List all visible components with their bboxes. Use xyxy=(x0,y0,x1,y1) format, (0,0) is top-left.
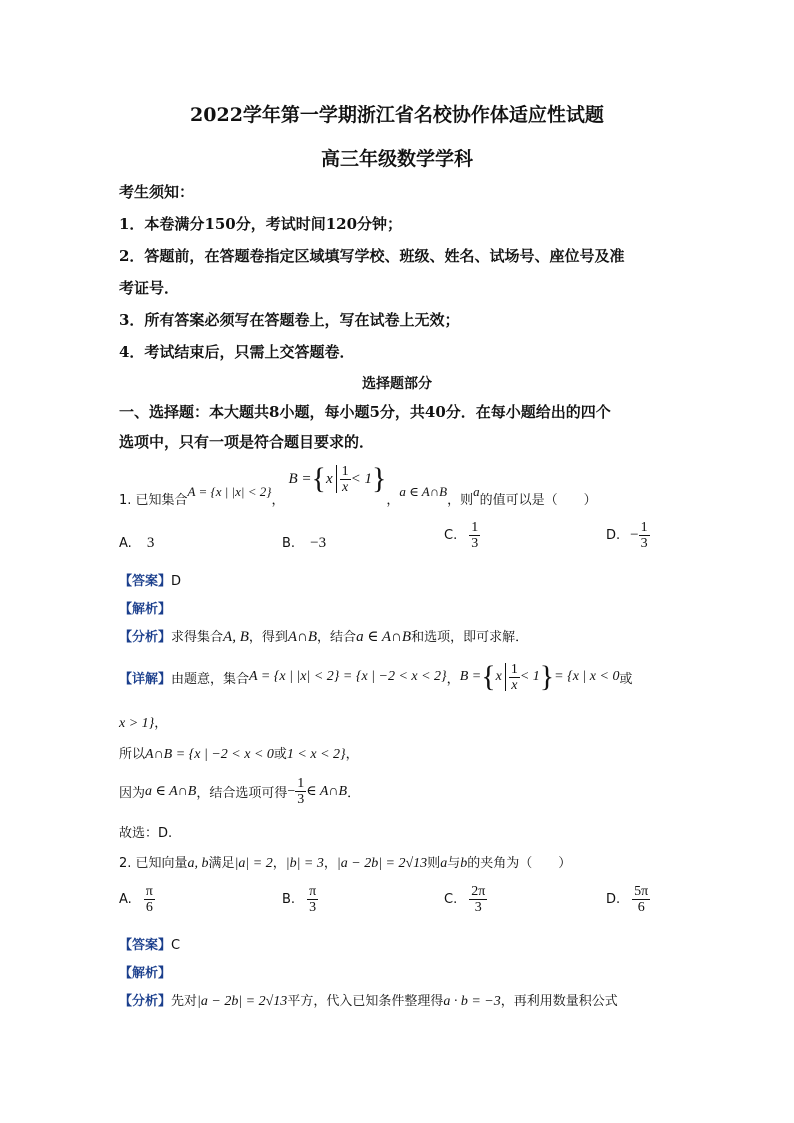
q2-option-c xyxy=(444,884,487,915)
because-text-a: 因为 xyxy=(119,786,146,801)
xiangjie-math-1: A = {x | |x| < 2} = {x | −2 < x < 2} xyxy=(249,669,447,684)
fraction-denominator: 3 xyxy=(471,536,479,551)
q2-mid-2: 则 xyxy=(427,856,441,871)
notice-item-2-cont: 考证号． xyxy=(119,279,180,297)
q2-fenxi xyxy=(119,990,618,1010)
fenxi-math-2: a · b = −3 xyxy=(443,994,501,1009)
q1-xiangjie-cont xyxy=(119,712,167,732)
fraction-numerator: 1 xyxy=(510,661,518,677)
fraction-denominator: 6 xyxy=(145,900,153,915)
fenxi-text-a: 求得集合 xyxy=(171,630,224,645)
q1-option-a xyxy=(119,532,154,552)
fraction-denominator: 3 xyxy=(297,792,305,807)
divider-bar xyxy=(336,465,337,493)
fraction-numerator: 2π xyxy=(471,884,486,899)
option-label: D. xyxy=(606,892,621,907)
fenxi-text-b: 平方，代入已知条件整理得 xyxy=(287,994,444,1009)
option-label: B. xyxy=(282,536,296,551)
xiangjie-tag: 【详解】 xyxy=(119,671,172,687)
section-instruction-2: 选项中，只有一项是符合题目要求的． xyxy=(119,433,375,451)
option-fraction xyxy=(469,884,487,915)
xiangjie-set-b-lhs: B = xyxy=(459,669,482,684)
answer-value: C xyxy=(171,938,181,953)
xiangjie-relation: < 1 xyxy=(519,669,540,684)
fraction-numerator: 1 xyxy=(471,520,479,535)
right-brace-icon: } xyxy=(539,660,555,693)
q1-analysis-tag: 【解析】 xyxy=(119,602,172,617)
because-math-1: a ∈ A∩B xyxy=(145,784,197,799)
q2-option-d xyxy=(606,884,650,915)
fenxi-math-1: |a − 2b| = 2√13 xyxy=(197,994,288,1009)
q1-comma-1: ， xyxy=(271,493,285,508)
because-end: ． xyxy=(347,786,361,801)
fenxi-text-c: ，结合 xyxy=(317,630,357,645)
q2-vectors: a, b xyxy=(187,856,209,871)
q2-cond-1: |a| = 2 xyxy=(234,856,273,871)
q1-set-b-lhs: B = xyxy=(288,470,312,487)
fraction-numerator: 1 xyxy=(297,776,305,791)
q1-set-b-fraction xyxy=(340,464,351,495)
q1-suffix-a: ，则 xyxy=(447,493,474,508)
because-math-2: ∈ A∩B xyxy=(306,784,348,799)
q2-sep-2: ， xyxy=(323,856,337,871)
fraction-denominator: x xyxy=(342,479,349,495)
q1-set-a: A = {x | |x| < 2} xyxy=(187,484,272,499)
option-label: B. xyxy=(282,892,296,907)
xiangjie-text-a: 由题意，集合 xyxy=(171,671,250,687)
option-label: C. xyxy=(444,528,458,543)
fenxi-tag: 【分析】 xyxy=(119,994,172,1009)
because-text-b: ，结合选项可得 xyxy=(196,786,288,801)
option-value: 3 xyxy=(146,535,155,551)
fraction-numerator: 1 xyxy=(640,520,648,535)
notice-heading: 考生须知： xyxy=(119,183,195,201)
q1-because-line xyxy=(119,776,360,807)
fraction-denominator: x xyxy=(511,677,518,693)
q2-cond-2: |b| = 3 xyxy=(285,856,324,871)
q2-vec-b: b xyxy=(460,856,468,871)
option-fraction xyxy=(469,520,480,551)
q2-option-b xyxy=(282,884,318,915)
fraction-denominator: 3 xyxy=(640,536,648,551)
fenxi-text-a: 先对 xyxy=(171,994,198,1009)
option-fraction xyxy=(632,884,650,915)
because-fraction xyxy=(295,776,306,807)
notice-item-1: 1．本卷满分150分，考试时间120分钟； xyxy=(119,215,403,233)
q1-set-b-var: x xyxy=(325,470,333,487)
q1-var-a: a xyxy=(473,484,480,499)
fenxi-math-1: A, B xyxy=(223,629,249,645)
fraction-numerator: 5π xyxy=(634,884,649,899)
fraction-numerator: 1 xyxy=(341,463,349,479)
option-label: D. xyxy=(606,528,621,543)
answer-tag: 【答案】 xyxy=(119,938,172,953)
q2-suffix: 的夹角为（ ） xyxy=(467,856,572,871)
q1-set-b xyxy=(288,462,386,496)
xiangjie-text-b: ， xyxy=(446,671,460,687)
fenxi-math-2: A∩B xyxy=(287,629,318,645)
xiangjie-set-b-var: x xyxy=(495,669,502,684)
q1-choose: 故选：D. xyxy=(119,826,173,841)
fenxi-text-c: ，再利用数量积公式 xyxy=(500,994,618,1009)
q2-cond-3: |a − 2b| = 2√13 xyxy=(336,856,428,871)
fenxi-text-d: 和选项，即可求解． xyxy=(411,630,529,645)
option-fraction xyxy=(307,884,318,915)
q1-answer xyxy=(119,570,181,589)
xiangjie-fraction xyxy=(509,662,520,693)
section-title: 选择题部分 xyxy=(362,376,432,392)
q1-option-b xyxy=(282,532,326,552)
q1-condition: a ∈ A∩B xyxy=(399,484,448,499)
q1-comma-2: ， xyxy=(386,493,400,508)
q2-option-a xyxy=(119,884,155,915)
question-1-stem xyxy=(119,462,597,510)
xiangjie-cont-end: ， xyxy=(154,716,168,731)
xiangjie-rhs: = {x | x < 0 xyxy=(554,669,620,684)
fraction-denominator: 3 xyxy=(474,900,482,915)
q1-xiangjie xyxy=(119,660,632,694)
answer-tag: 【答案】 xyxy=(119,574,172,589)
fenxi-tag: 【分析】 xyxy=(119,630,172,645)
exam-title: 2022学年第一学期浙江省名校协作体适应性试题 xyxy=(190,104,604,126)
option-label: A. xyxy=(119,892,132,907)
so-or: 或 xyxy=(273,747,287,762)
q2-sep-1: ， xyxy=(272,856,286,871)
left-brace-icon: { xyxy=(311,462,326,495)
section-instruction-1: 一、选择题：本大题共8小题，每小题5分，共40分．在每小题给出的四个 xyxy=(119,403,611,421)
q1-set-b-relation: < 1 xyxy=(350,470,372,487)
q2-answer xyxy=(119,934,180,953)
so-math-1: A∩B = {x | −2 < x < 0 xyxy=(145,747,274,762)
xiangjie-cont-math: x > 1} xyxy=(119,716,155,731)
so-text: 所以 xyxy=(119,747,146,762)
option-label: A. xyxy=(119,536,132,551)
option-label: C. xyxy=(444,892,458,907)
so-end: ， xyxy=(345,747,359,762)
question-2-stem xyxy=(119,852,571,872)
option-fraction xyxy=(639,520,650,551)
notice-item-3: 3．所有答案必须写在答题卷上，写在试卷上无效； xyxy=(119,311,460,329)
option-fraction xyxy=(144,884,155,915)
q2-analysis-tag: 【解析】 xyxy=(119,966,172,981)
fraction-denominator: 3 xyxy=(309,900,317,915)
answer-value: D xyxy=(171,574,182,589)
notice-item-2: 2．答题前，在答题卷指定区域填写学校、班级、姓名、试场号、座位号及准 xyxy=(119,247,625,265)
exam-subtitle: 高三年级数学学科 xyxy=(320,148,473,170)
left-brace-icon: { xyxy=(481,660,496,693)
q1-prefix: 1. 已知集合 xyxy=(119,493,188,508)
fenxi-math-3: a ∈ A∩B xyxy=(356,629,412,645)
q2-mid-1: 满足 xyxy=(208,856,235,871)
right-brace-icon: } xyxy=(371,462,387,495)
q1-fenxi xyxy=(119,626,528,646)
q2-mid-3: 与 xyxy=(447,856,461,871)
q2-prefix: 2. 已知向量 xyxy=(119,856,188,871)
q2-vec-a: a xyxy=(440,856,448,871)
notice-item-4: 4．考试结束后，只需上交答题卷． xyxy=(119,343,355,361)
option-value: −3 xyxy=(310,535,327,551)
q1-so-line xyxy=(119,743,359,763)
q1-option-c xyxy=(444,520,480,551)
q1-suffix-b: 的值可以是（ ） xyxy=(479,493,597,508)
so-math-2: 1 < x < 2} xyxy=(286,747,346,762)
fraction-numerator: π xyxy=(309,884,317,899)
fenxi-text-b: ，得到 xyxy=(248,630,288,645)
divider-bar xyxy=(505,663,506,691)
fraction-denominator: 6 xyxy=(637,900,645,915)
option-sign: − xyxy=(630,527,639,543)
fraction-numerator: π xyxy=(145,884,153,899)
q1-option-d xyxy=(606,520,650,551)
because-sign: − xyxy=(287,783,296,799)
xiangjie-or: 或 xyxy=(619,671,633,687)
